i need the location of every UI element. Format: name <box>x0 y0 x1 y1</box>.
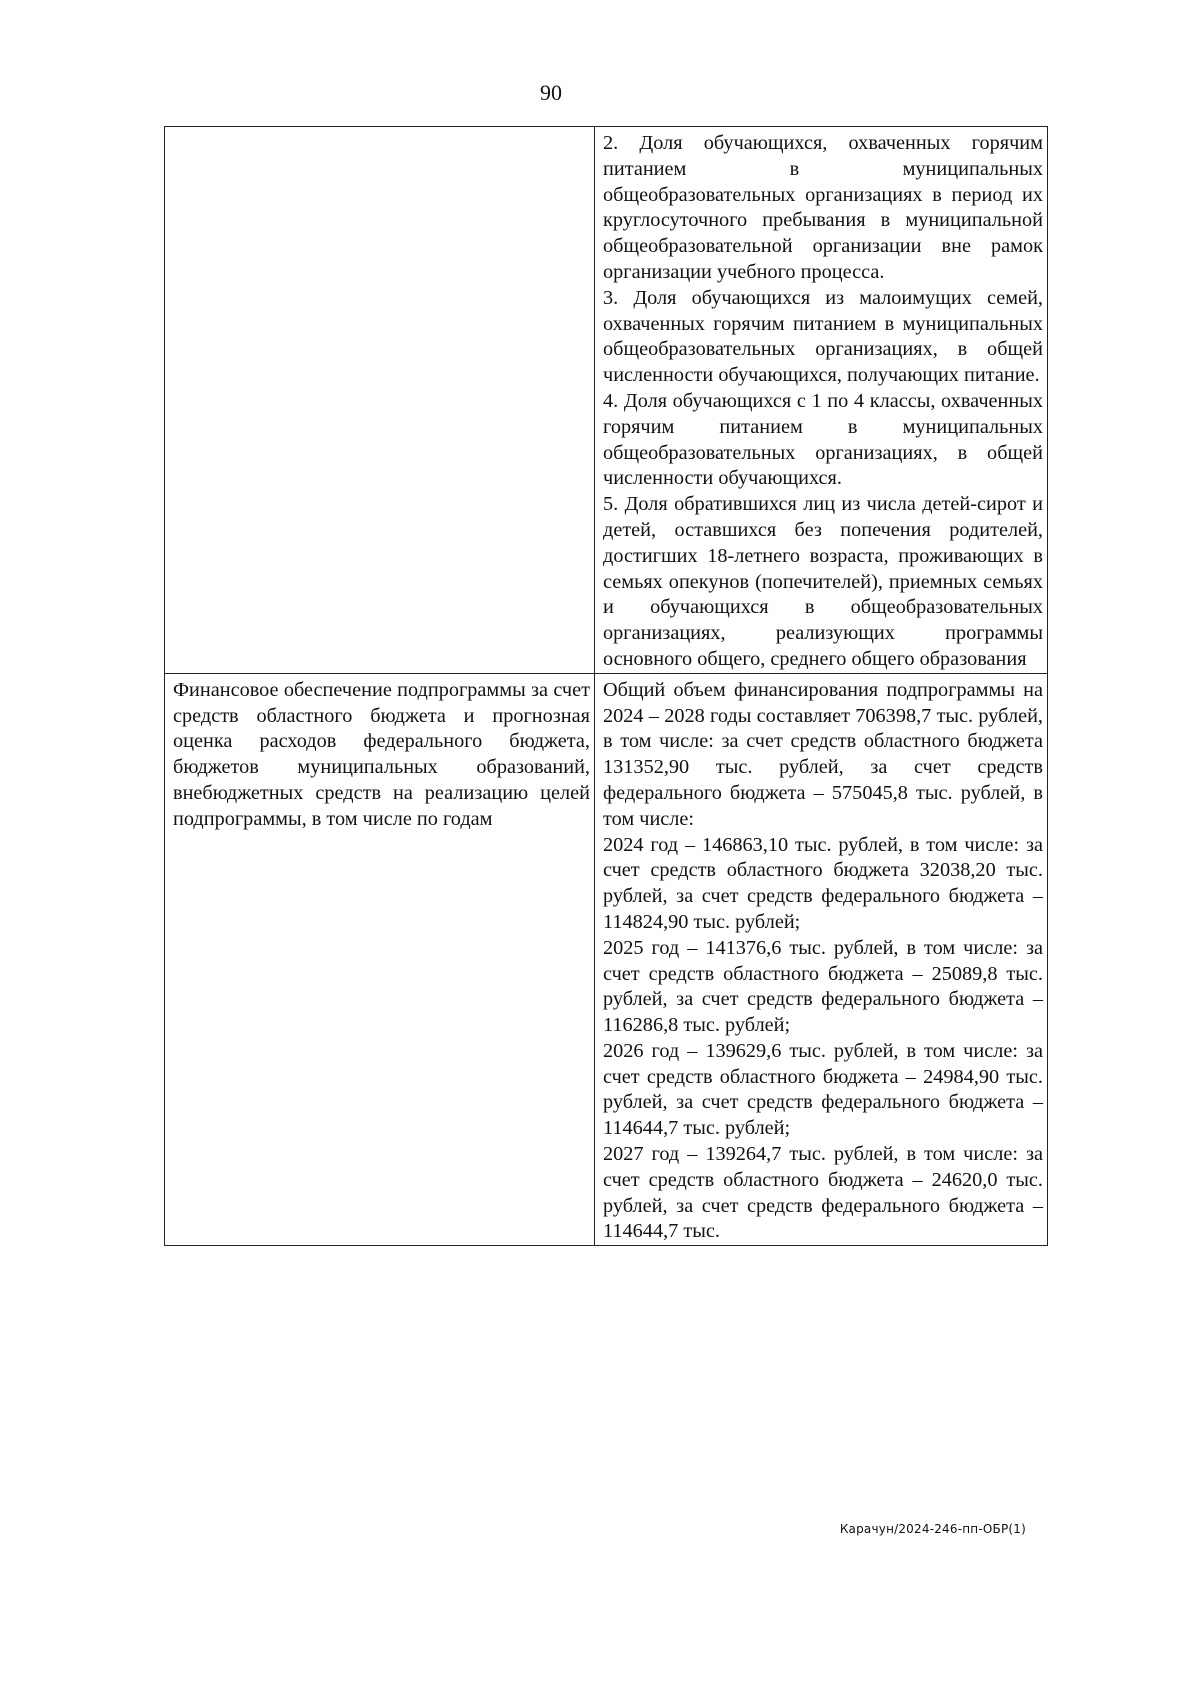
indicator-item: 4. Доля обучающихся с 1 по 4 классы, охваченных горячим питанием в муниципальных общеобразовательных организациях, в общей численности обучающихся. <box>603 389 1043 490</box>
table-row <box>165 673 1048 1246</box>
indicator-item: 3. Доля обучающихся из малоимущих семей, охваченных горячим питанием в муниципальных общеобразовательных организациях, в общей численности обучающихся, получающих питание. <box>603 286 1043 387</box>
financing-year-2027: 2027 год – 139264,7 тыс. рублей, в том числе: за счет средств областного бюджета – 24620,0 тыс. рублей, за счет средств федерального бюджета – 114644,7 тыс. <box>603 1143 1043 1243</box>
financing-total: Общий объем финансирования подпрограммы на 2024 – 2028 годы составляет 706398,7 тыс. рублей, в том числе: за счет средств областного бюджета 131352,90 тыс. рублей, за счет средств федерального бюджета – 575045,8 тыс. рублей, в том числе: <box>603 678 1043 830</box>
financing-year-2024: 2024 год – 146863,10 тыс. рублей, в том числе: за счет средств областного бюджета 32038,20 тыс. рублей, за счет средств федерального бюджета – 114824,90 тыс. рублей; <box>603 833 1043 933</box>
document-code: Карачун/2024-246-пп-ОБР(1) <box>839 1522 1026 1536</box>
table-cell-empty <box>165 127 595 674</box>
financing-year-2026: 2026 год – 139629,6 тыс. рублей, в том числе: за счет средств областного бюджета – 24984,90 тыс. рублей, за счет средств федерального бюджета – 114644,7 тыс. рублей; <box>603 1039 1043 1140</box>
financing-cell <box>595 673 1048 1246</box>
indicator-item: 5. Доля обратившихся лиц из числа детей-сирот и детей, оставшихся без попечения родителей, достигших 18-летнего возраста, проживающих в семьях опекунов (попечителей), приемных семьях и обучающихся в общеобразовательных организациях, реализующих программы основного общего, среднего общего образования <box>603 493 1043 670</box>
indicator-item: 2. Доля обучающихся, охваченных горячим питанием в муниципальных общеобразовательных организациях в период их круглосуточного пребывания в муниципальной общеобразовательной организации вне рамок организации учебного процесса. <box>603 132 1043 283</box>
table-row <box>165 127 1048 674</box>
indicators-cell <box>595 127 1048 674</box>
page-number: 90 <box>540 80 562 105</box>
program-passport-table <box>164 126 1048 1246</box>
financing-label: Финансовое обеспечение подпрограммы за счет средств областного бюджета и прогнозная оценка расходов федерального бюджета, бюджетов муниципальных образований, внебюджетных средств на реализацию целей подпрограммы, в том числе по годам <box>173 678 590 830</box>
financing-label-cell <box>165 673 595 1246</box>
financing-year-2025: 2025 год – 141376,6 тыс. рублей, в том числе: за счет средств областного бюджета – 25089,8 тыс. рублей, за счет средств федерального бюджета – 116286,8 тыс. рублей; <box>603 936 1043 1037</box>
